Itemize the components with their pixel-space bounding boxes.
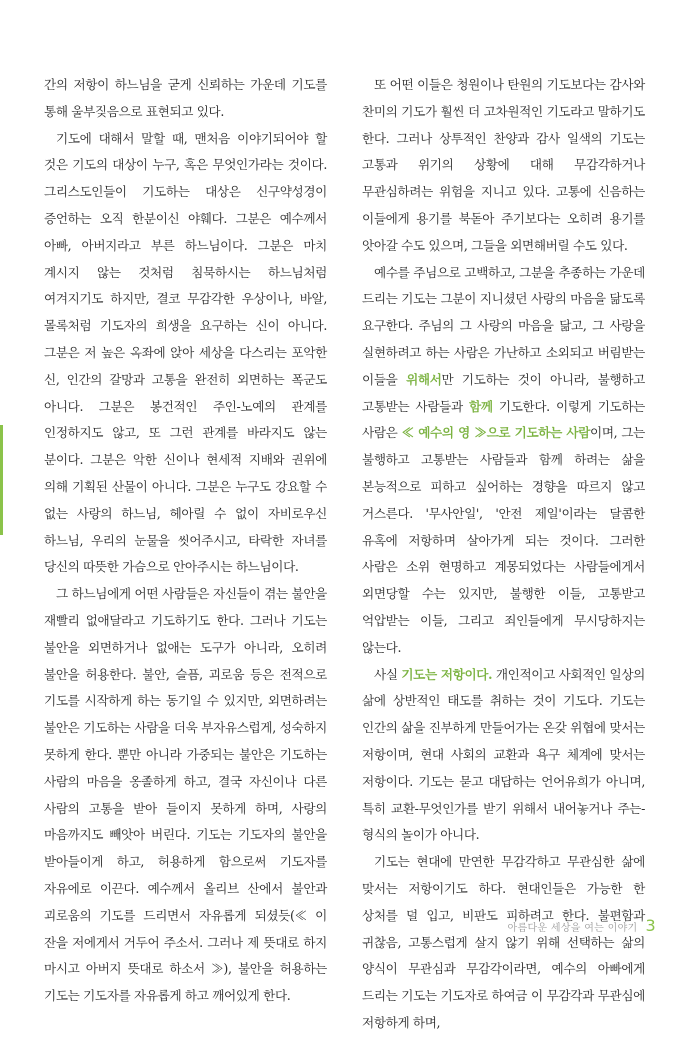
right-paragraph-1: 또 어떤 이들은 청원이나 탄원의 기도보다는 감사와 찬미의 기도가 훨씬 더 고차원적인 기도라고 말하기도 한다. 그러나 상투적인 찬양과 감사 일색의 기도는 고통과 위기의 상황에 대해 무감각하거나 무관심하려는 위험을 지니고 있다. 고통에 신음하는 이들에게 용기를 북돋아 주기보다는 오히려 용기를 앗아갈 수도 있으며, 그들을 외면해버릴 수도 있다. (362, 77, 645, 253)
running-title: 아름다운 세상을 여는 이야기 (507, 923, 638, 934)
highlight-with: 함께 (469, 398, 493, 414)
right-paragraph-2-text-a: 예수를 주님으로 고백하고, 그분을 추종하는 가운데 드리는 기도는 그분이 지니셨던 사랑의 마음을 닮도록 요구한다. 주님의 그 사랑의 마음을 닮고, 그 사랑을 실현하려고 하는 사람은 가난하고 소외되고 버림받는 이들을 (362, 264, 645, 387)
highlight-prayer-is-resistance: 기도는 저항이다. (401, 666, 493, 682)
highlight-for: 위해서 (406, 371, 442, 387)
right-paragraph-2-text-c: 기도한다. 이렇게 기도하는 사람은 (362, 398, 645, 441)
right-paragraph-4: 기도는 현대에 만연한 무감각하고 무관심한 삶에 맞서는 저항이기도 하다. 현대인들은 가능한 한 상처를 덜 입고, 비판도 피하려고 한다. 불편함과 귀찮음, 고통스럽게 살지 않기 위해 선택하는 삶의 양식이 무관심과 무감각이라면, 예수의 아빠에게 드리는 기도는 기도자로 하여금 이 무감각과 무관심에 저항하게 하며, (362, 854, 645, 1030)
left-paragraph-1: 간의 저항이 하느님을 굳게 신뢰하는 가운데 기도를 통해 울부짖음으로 표현되고 있다. (44, 77, 327, 119)
right-paragraph-2-text-d: 이며, 그는 불행하고 고통받는 사람들과 함께 하려는 삶을 본능적으로 피하고 싶어하는 경향을 따르지 않고 거스른다. '무사안일', '안전 제일'이라는 달콤한 유혹에 저항하며 살아가게 되는 것이다. 그러한 사람은 소위 현명하고 계몽되었다는 사람들에게서 외면당할 수는 있지만, 불행한 이들, 고통받고 억압받는 이들, 그리고 죄인들에게 무시당하지는 않는다. (362, 425, 645, 655)
right-column (362, 72, 645, 1037)
right-paragraph-2 (362, 260, 645, 662)
right-paragraph-2-text-b: 만 기도하는 것이 아니라, 불행하고 고통받는 사람들과 (362, 371, 645, 414)
page-footer (508, 916, 656, 935)
left-paragraph-2: 기도에 대해서 말할 때, 맨처음 이야기되어야 할 것은 기도의 대상이 누구, 혹은 무엇인가라는 것이다. 그리스도인들이 기도하는 대상은 신구약성경이 증언하는 오직 한분이신 야훼다. 그분은 예수께서 아빠, 아버지라고 부른 하느님이다. 그분은 마치 계시지 않는 것처럼 침묵하시는 하느님처럼 여겨지기도 하지만, 결코 무감각한 우상이나, 바알, 몰록처럼 기도자의 희생을 요구하는 신이 아니다. 그분은 저 높은 옥좌에 앉아 세상을 다스리는 포악한 신, 인간의 갈망과 고통을 완전히 외면하는 폭군도 아니다. 그분은 봉건적인 주인-노예의 관계를 인정하지도 않고, 또 그런 관계를 바라지도 않는 분이다. 그분은 악한 신이나 현세적 지배와 권위에 의해 기획된 산물이 아니다. 그분은 누구도 강요할 수 없는 사랑의 하느님, 헤아릴 수 없이 자비로우신 하느님, 우리의 눈물을 씻어주시고, 타락한 자녀를 당신의 따뜻한 가슴으로 안아주시는 하느님이다. (44, 130, 327, 575)
left-paragraph-3: 그 하느님에게 어떤 사람들은 자신들이 겪는 불안을 재빨리 없애달라고 기도하기도 한다. 그러나 기도는 불안을 외면하거나 없애는 도구가 아니라, 오히려 불안을 허용한다. 불안, 슬픔, 괴로움 등은 전적으로 기도를 시작하게 하는 동기일 수 있지만, 외면하려는 불안은 기도하는 사람을 더욱 부자유스럽게, 성숙하지 못하게 한다. 뿐만 아니라 가중되는 불안은 기도하는 사람의 마음을 옹졸하게 하고, 결국 자신이나 다른 사람의 고통을 받아 들이지 못하게 하며, 사랑의 마음까지도 빼앗아 버린다. 기도는 기도자의 불안을 받아들이게 하고, 허용하게 함으로써 기도자를 자유에로 이끈다. 예수께서 올리브 산에서 불안과 괴로움의 기도를 드리면서 자유롭게 되셨듯(≪ 이 잔을 저에게서 거두어 주소서. 그러나 제 뜻대로 하지 마시고 아버지 뜻대로 하소서 ≫), 불안을 허용하는 기도는 기도자를 자유롭게 하고 깨어있게 한다. (44, 586, 327, 1004)
highlight-spirit-of-jesus: ≪ 예수의 영 ≫으로 기도하는 사람 (401, 425, 591, 441)
side-accent-bar (0, 425, 3, 535)
page-number: 3 (645, 916, 656, 935)
right-paragraph-3-text-b: 개인적이고 사회적인 일상의 삶에 상반적인 태도를 취하는 것이 기도다. 기도는 인간의 삶을 진부하게 만들어가는 온갖 위협에 맞서는 저항이며, 현대 사회의 교환과 욕구 체계에 맞서는 저항이다. 기도는 묻고 대답하는 언어유희가 아니며, 특히 교환-무엇인가를 받기 위해서 내어놓거나 주는-형식의 놀이가 아니다. (362, 666, 645, 843)
left-column (44, 72, 327, 1010)
right-paragraph-3-text-a: 사실 (374, 666, 402, 682)
right-paragraph-3 (362, 662, 645, 850)
